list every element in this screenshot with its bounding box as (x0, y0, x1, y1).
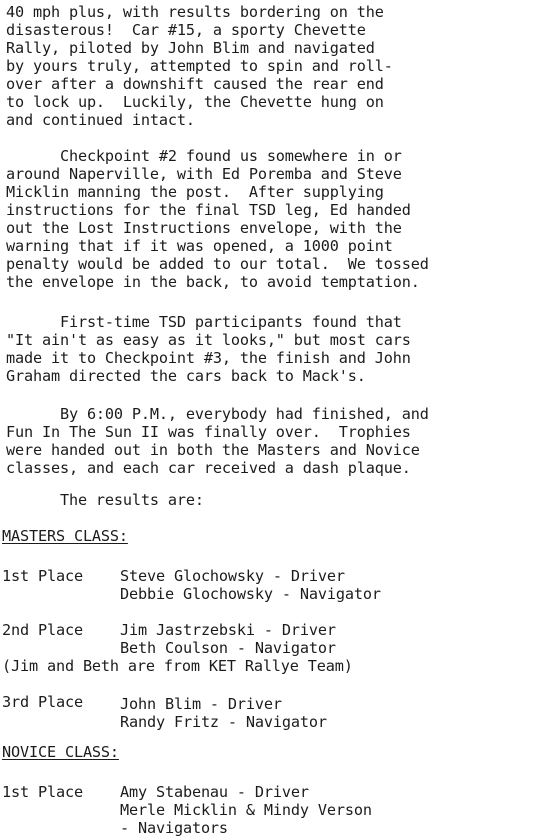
text-line: instructions for the final TSD leg, Ed handed (6, 201, 411, 219)
masters-class-heading: MASTERS CLASS: (2, 527, 128, 545)
driver-line: Steve Glochowsky - Driver (120, 567, 345, 585)
text-line: out the Lost Instructions envelope, with the (6, 219, 402, 237)
text-line: The results are: (6, 491, 204, 509)
text-line: by yours truly, attempted to spin and roll- (6, 57, 393, 75)
text-line: Micklin manning the post. After supplying (6, 183, 384, 201)
text-line: around Naperville, with Ed Poremba and Steve (6, 165, 402, 183)
text-line: "It ain't as easy as it looks," but most cars (6, 331, 411, 349)
text-line: penalty would be added to our total. We tossed (6, 255, 429, 273)
text-line: the envelope in the back, to avoid temptation. (6, 273, 420, 291)
text-line: Graham directed the cars back to Mack's. (6, 367, 366, 385)
text-line: over after a downshift caused the rear end (6, 75, 384, 93)
navigator-line: Randy Fritz - Navigator (120, 713, 327, 731)
text-line: and continued intact. (6, 111, 195, 129)
text-line: warning that if it was opened, a 1000 point (6, 237, 393, 255)
text-line: By 6:00 P.M., everybody had finished, and (6, 405, 429, 423)
novice-class-heading: NOVICE CLASS: (2, 743, 119, 761)
text-line: to lock up. Luckily, the Chevette hung on (6, 93, 384, 111)
placement-label: 3rd Place (2, 693, 83, 711)
driver-line: Amy Stabenau - Driver (120, 783, 309, 801)
navigator-line: Debbie Glochowsky - Navigator (120, 585, 381, 603)
text-line: First-time TSD participants found that (6, 313, 402, 331)
text-line: were handed out in both the Masters and Novice (6, 441, 420, 459)
text-line: Rally, piloted by John Blim and navigated (6, 39, 375, 57)
text-line: Fun In The Sun II was finally over. Trophies (6, 423, 411, 441)
text-line: 40 mph plus, with results bordering on the (6, 3, 384, 21)
navigator-line: - Navigators (120, 819, 228, 837)
driver-line: John Blim - Driver (120, 695, 282, 713)
team-note: (Jim and Beth are from KET Rallye Team) (2, 657, 353, 675)
text-line: made it to Checkpoint #3, the finish and John (6, 349, 411, 367)
placement-label: 1st Place (2, 567, 83, 585)
text-line: disasterous! Car #15, a sporty Chevette (6, 21, 366, 39)
text-line: classes, and each car received a dash plaque. (6, 459, 411, 477)
driver-line: Jim Jastrzebski - Driver (120, 621, 336, 639)
navigator-line: Beth Coulson - Navigator (120, 639, 336, 657)
navigator-line: Merle Micklin & Mindy Verson (120, 801, 372, 819)
placement-label: 2nd Place (2, 621, 83, 639)
placement-label: 1st Place (2, 783, 83, 801)
text-line: Checkpoint #2 found us somewhere in or (6, 147, 402, 165)
